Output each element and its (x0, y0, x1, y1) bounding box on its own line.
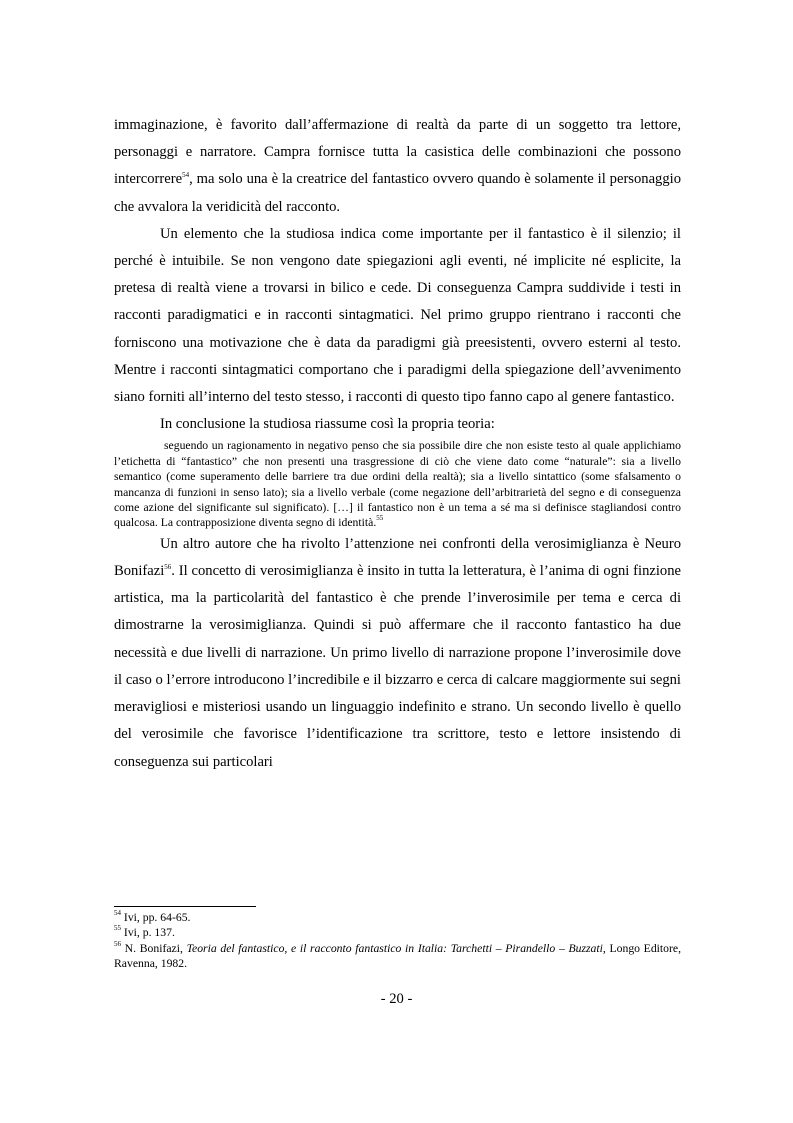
footnote-separator (114, 906, 256, 907)
paragraph-4-part-a: Un altro autore che ha rivolto l’attenzione nei confronti della verosimiglianza è Neuro Bonifazi (114, 535, 681, 580)
footnote-56-pre: N. Bonifazi, (121, 941, 187, 955)
main-text (114, 112, 681, 776)
footnote-55-text: Ivi, p. 137. (121, 926, 175, 940)
footnote-ref-56: 56 (164, 563, 172, 572)
footnote-56-post: , Longo Editore, Ravenna, 1982. (114, 941, 682, 971)
footnote-ref-54: 54 (182, 171, 190, 180)
footnote-55 (114, 925, 681, 940)
paragraph-3: In conclusione la studiosa riassume così la propria teoria: (160, 416, 495, 433)
paragraph-4-part-b: . Il concetto di verosimiglianza è insito in tutta la letteratura, è l’anima di ogni finzione artistica, ma la particolarità del fantastico è che prende l’inverosimile per tema e cerca di dimostrarne la verosimiglianza. Quindi si può affermare che il racconto fantastico ha due necessità e due livelli di narrazione. Un primo livello di narrazione propone l’inverosimile dove il caso o l’errore introducono l’incredibile e il bizzarro e cerca di calcare maggiormente sui segni meravigliosi e misteriosi usando un linguaggio indefinito e strano. Un secondo livello è quello del verosimile che favorisce l’identificazione tra scrittore, testo e lettore insistendo di conseguenza sui particolari (114, 563, 681, 770)
footnote-54 (114, 910, 681, 925)
block-quote (114, 438, 681, 530)
paragraph-1-part-a: immaginazione, è favorito dall’affermazione di realtà da parte di un soggetto tra lettore, personaggi e narratore. Campra fornisce tutta la casistica delle combinazioni che possono intercorrere (114, 117, 681, 188)
page-number: - 20 - (380, 991, 413, 1007)
paragraph-1-part-b: , ma solo una è la creatrice del fantastico ovvero quando è solamente il personaggio che avvalora la veridicità del racconto. (114, 171, 681, 215)
footnote-54-number: 54 (114, 909, 121, 917)
paragraph-4 (114, 531, 681, 776)
paragraph-2: Un elemento che la studiosa indica come importante per il fantastico è il silenzio; il perché è intuibile. Se non vengono date spiegazioni agli eventi, né implicite né esplicite, la pretesa di realtà viene a trovarsi in bilico e cede. Di conseguenza Campra suddivide i testi in racconti paradigmatici e in racconti sintagmatici. Nel primo gruppo rientrano i racconti che forniscono una motivazione che è data da paradigmi già preesistenti, ovvero esterni al testo. Mentre i racconti sintagmatici comportano che i paradigmi della spiegazione dell’avvenimento siano forniti all’interno del testo stesso, i racconti di questo tipo fanno capo al genere fantastico. (114, 225, 681, 406)
footnote-55-number: 55 (114, 924, 121, 933)
block-quote-text: seguendo un ragionamento in negativo penso che sia possibile dire che non esiste testo al quale applichiamo l’etichetta di “fantastico” che non presenti una trasgressione di ciò che viene dato come “naturale”: sia a livello semantico (come superamento delle barriere tra due ordini della realtà); sia a livello sintattico (some sfalsamento o mancanza di funzioni in senso lato); sia a livello verbale (come negazione dell’arbitrarietà del segno e di conseguenza come azione del significante sul significato). […] il fantastico non è un tema a sé ma si definisce stagliandosi contro qualcosa. La contrapposizione diventa segno di identità. (114, 439, 681, 530)
footnote-56 (114, 941, 681, 972)
footnote-56-number: 56 (114, 939, 121, 948)
footnote-ref-55: 55 (376, 514, 384, 523)
footnote-56-title: Teoria del fantastico, e il racconto fantastico in Italia: Tarchetti – Pirandello – Buzzati (186, 941, 603, 955)
paragraph-1 (114, 112, 681, 221)
footnote-54-text: Ivi, pp. 64-65. (121, 911, 191, 924)
footnotes (114, 910, 681, 972)
